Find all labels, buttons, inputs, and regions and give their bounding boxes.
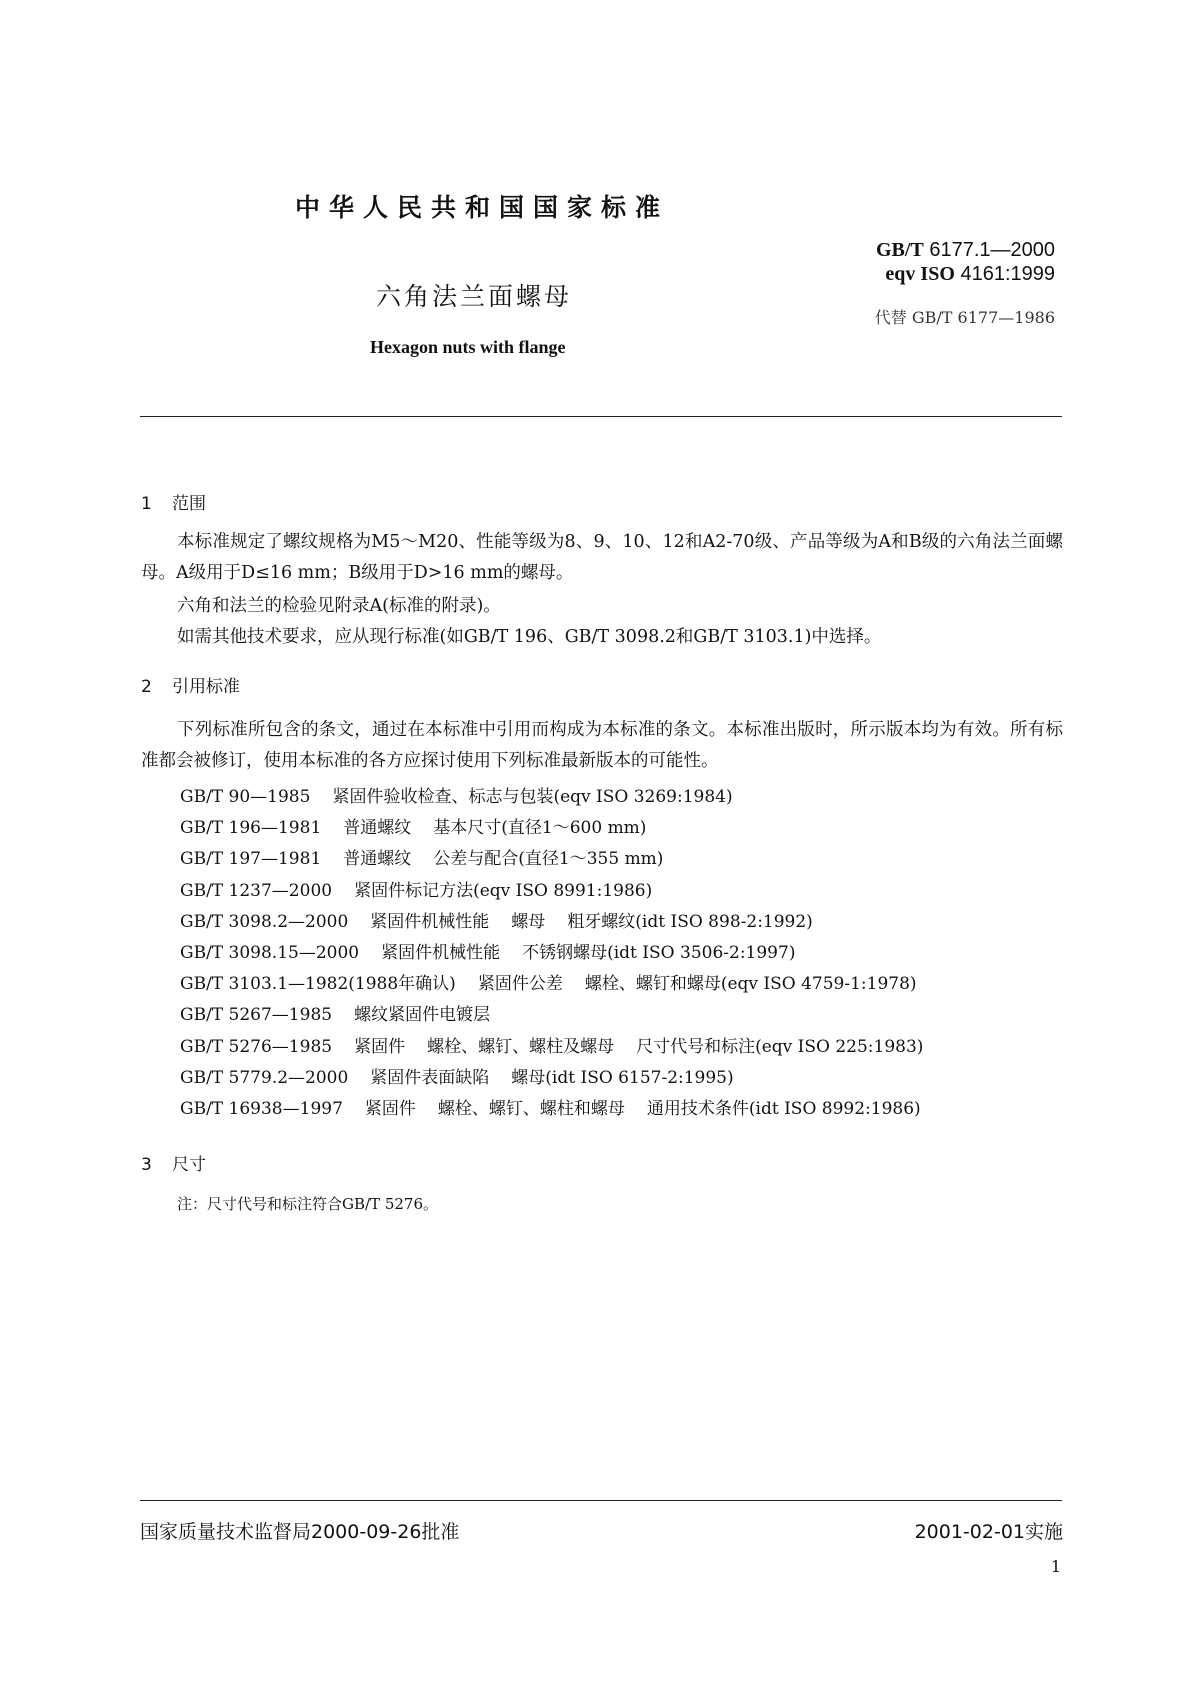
equivalent-standard (790, 262, 1055, 286)
section-number: 1 (141, 494, 152, 514)
reference-title: 紧固件 (364, 1098, 416, 1119)
reference-title: 普通螺纹 (343, 818, 412, 839)
standard-type-heading: 中华人民共和国国家标准 (295, 193, 670, 222)
reference-subtitle: 螺栓、螺钉、螺柱及螺母 (427, 1036, 615, 1057)
reference-item (180, 1063, 939, 1094)
reference-code: GB/T 1237—2000 (180, 880, 333, 901)
reference-title: 紧固件验收检查、标志与包装(eqv ISO 3269:1984) (332, 787, 733, 807)
reference-item (180, 969, 939, 1000)
section-1-paragraph-2: 六角和法兰的检验见附录A(标准的附录)。 (177, 596, 501, 616)
standard-code-prefix: GB/T (875, 239, 924, 261)
reference-title: 紧固件机械性能 (370, 911, 490, 932)
reference-title: 紧固件公差 (477, 974, 563, 995)
reference-code: GB/T 5267—1985 (180, 1005, 333, 1026)
effective-date: 2001-02-01实施 (914, 1521, 1063, 1543)
section-3-heading (141, 1150, 206, 1175)
section-1-paragraph-3: 如需其他技术要求，应从现行标准(如GB/T 196、GB/T 3098.2和GB/T 3103.1)中选择。 (177, 627, 882, 647)
reference-item (180, 1094, 939, 1125)
reference-item (180, 876, 939, 907)
section-1-heading (141, 489, 206, 514)
approval-line: 国家质量技术监督局2000-09-26批准 (140, 1521, 460, 1543)
page-number: 1 (1050, 1557, 1061, 1576)
reference-title: 普通螺纹 (343, 849, 412, 870)
reference-code: GB/T 3098.15—2000 (180, 942, 360, 963)
reference-subtitle: 公差与配合(直径1～355 mm) (433, 849, 664, 870)
reference-code: GB/T 5276—1985 (180, 1036, 333, 1057)
section-number: 3 (141, 1155, 152, 1175)
equivalent-prefix: eqv ISO (885, 263, 955, 285)
section-3-note: 注：尺寸代号和标注符合GB/T 5276。 (177, 1195, 439, 1213)
standard-code-block (790, 238, 1055, 286)
reference-code: GB/T 5779.2—2000 (180, 1067, 349, 1088)
reference-list (180, 782, 939, 1125)
section-2-heading (141, 672, 240, 697)
reference-title: 紧固件表面缺陷 (370, 1067, 490, 1088)
section-title: 尺寸 (172, 1155, 206, 1175)
reference-code: GB/T 90—1985 (180, 787, 311, 807)
reference-code: GB/T 196—1981 (180, 818, 322, 839)
reference-code: GB/T 3103.1—1982(1988年确认) (180, 974, 456, 995)
reference-title: 紧固件 (354, 1036, 406, 1057)
reference-item (180, 1032, 939, 1063)
document-title-cn: 六角法兰面螺母 (376, 282, 573, 311)
standard-code-number: 6177.1—2000 (929, 239, 1055, 261)
reference-item (180, 938, 939, 969)
reference-item (180, 844, 939, 875)
reference-code: GB/T 16938—1997 (180, 1098, 343, 1119)
reference-subtitle: 螺栓、螺钉、螺柱和螺母 (437, 1098, 625, 1119)
equivalent-number: 4161:1999 (960, 263, 1055, 285)
reference-detail: 尺寸代号和标注(eqv ISO 225:1983) (636, 1036, 924, 1057)
reference-item (180, 782, 939, 813)
reference-item (180, 907, 939, 938)
footer-divider (140, 1500, 1062, 1501)
reference-title: 紧固件机械性能 (381, 942, 501, 963)
reference-subtitle: 基本尺寸(直径1～600 mm) (433, 818, 647, 839)
reference-item (180, 813, 939, 844)
section-title: 引用标准 (172, 677, 240, 697)
reference-code: GB/T 197—1981 (180, 849, 322, 870)
section-2-paragraph-1: 下列标准所包含的条文，通过在本标准中引用而构成为本标准的条文。本标准出版时，所示版本均为有效。所有标准都会被修订，使用本标准的各方应探讨使用下列标准最新版本的可能性。 (141, 720, 1063, 771)
section-1-paragraph-1: 本标准规定了螺纹规格为M5～M20、性能等级为8、9、10、12和A2-70级、产品等级为A和B级的六角法兰面螺母。A级用于D≤16 mm；B级用于D>16 mm的螺母。 (141, 532, 1063, 583)
reference-subtitle: 螺栓、螺钉和螺母(eqv ISO 4759-1:1978) (584, 974, 917, 995)
reference-title: 螺纹紧固件电镀层 (354, 1005, 491, 1026)
reference-subtitle: 螺母 (511, 911, 546, 932)
section-title: 范围 (172, 494, 206, 514)
standard-code (790, 238, 1055, 262)
reference-detail: 通用技术条件(idt ISO 8992:1986) (646, 1098, 921, 1119)
header-divider (140, 416, 1062, 417)
reference-subtitle: 螺母(idt ISO 6157-2:1995) (511, 1067, 734, 1088)
reference-code: GB/T 3098.2—2000 (180, 911, 349, 932)
reference-title: 紧固件标记方法(eqv ISO 8991:1986) (354, 880, 653, 901)
reference-item (180, 1000, 939, 1031)
reference-subtitle: 不锈钢螺母(idt ISO 3506-2:1997) (522, 942, 796, 963)
reference-detail: 粗牙螺纹(idt ISO 898-2:1992) (567, 911, 813, 932)
document-title-en: Hexagon nuts with flange (370, 337, 566, 357)
section-number: 2 (141, 677, 152, 697)
replaces-standard: 代替 GB/T 6177—1986 (874, 308, 1055, 327)
